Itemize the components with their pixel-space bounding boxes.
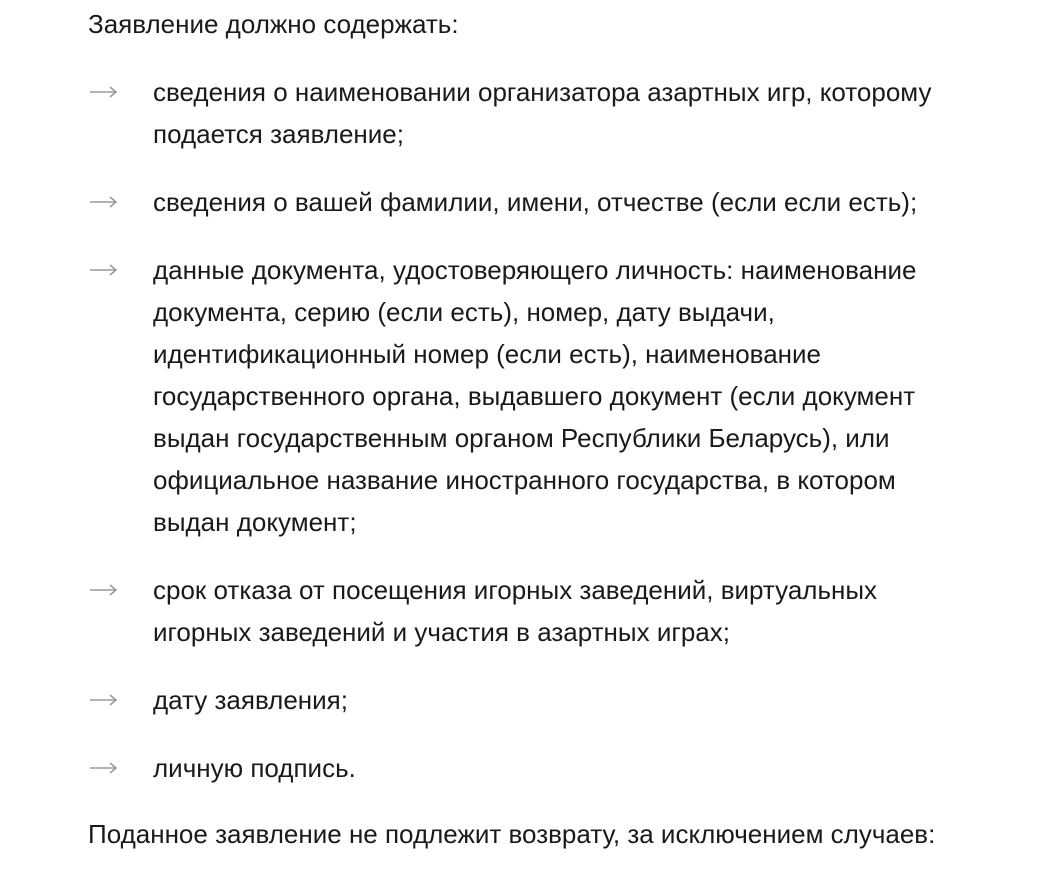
intro-paragraph: Заявление должно содержать: [88,9,459,39]
list-item-text: сведения о вашей фамилии, имени, отчестве (если если есть); [153,187,918,217]
list-item [88,181,968,223]
right-arrow-icon [88,747,120,789]
list-item-text: данные документа, удостоверяющего личность: наименование документа, серию (если есть), номер, дату выдачи, идентификационный номер (если есть), наименование государственного органа, выдавшего документ (если документ выдан государственным органом Республики Беларусь), или официальное название иностранного государства, в котором выдан документ; [153,255,917,537]
list-item-text: сведения о наименовании организатора азартных игр, которому подается заявление; [153,77,932,149]
right-arrow-icon [88,569,120,611]
list-item [88,679,968,721]
right-arrow-icon [88,679,120,721]
list-item-text: личную подпись. [153,753,356,783]
right-arrow-icon [88,181,120,223]
outro-paragraph: Поданное заявление не подлежит возврату, за исключением случаев: [88,819,936,849]
list-item [88,747,968,789]
requirements-list [88,71,968,815]
list-item-text: срок отказа от посещения игорных заведений, виртуальных игорных заведений и участия в азартных играх; [153,575,878,647]
list-item [88,249,968,543]
right-arrow-icon [88,249,120,291]
list-item [88,569,968,653]
list-item [88,71,968,155]
right-arrow-icon [88,71,120,113]
list-item-text: дату заявления; [153,685,348,715]
